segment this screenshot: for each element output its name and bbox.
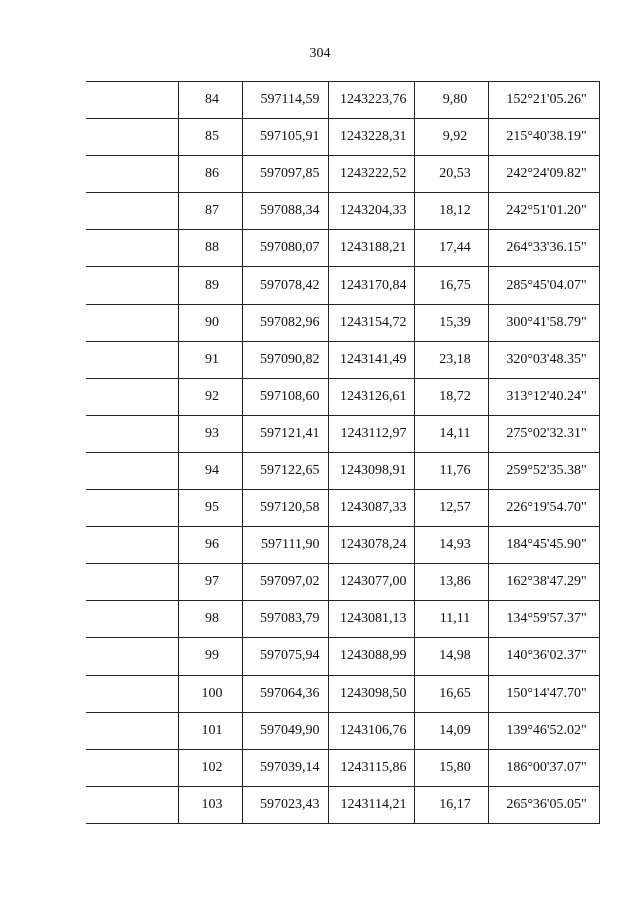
point-number-cell: 85 (178, 119, 242, 156)
distance-cell: 23,18 (414, 341, 488, 378)
x-coordinate-cell: 597090,82 (242, 341, 328, 378)
y-coordinate-cell: 1243228,31 (328, 119, 414, 156)
y-coordinate-cell: 1243204,33 (328, 193, 414, 230)
empty-cell (86, 638, 178, 675)
x-coordinate-cell: 597105,91 (242, 119, 328, 156)
y-coordinate-cell: 1243188,21 (328, 230, 414, 267)
direction-angle-cell: 313°12'40.24" (488, 378, 599, 415)
x-coordinate-cell: 597080,07 (242, 230, 328, 267)
table-row (86, 601, 599, 638)
x-coordinate-cell: 597082,96 (242, 304, 328, 341)
direction-angle-cell: 186°00'37.07" (488, 749, 599, 786)
x-coordinate-cell: 597083,79 (242, 601, 328, 638)
empty-cell (86, 415, 178, 452)
point-number-cell: 86 (178, 156, 242, 193)
distance-cell: 18,72 (414, 378, 488, 415)
x-coordinate-cell: 597111,90 (242, 527, 328, 564)
empty-cell (86, 749, 178, 786)
empty-cell (86, 564, 178, 601)
direction-angle-cell: 264°33'36.15" (488, 230, 599, 267)
y-coordinate-cell: 1243114,21 (328, 786, 414, 823)
y-coordinate-cell: 1243112,97 (328, 415, 414, 452)
direction-angle-cell: 150°14'47.70" (488, 675, 599, 712)
y-coordinate-cell: 1243098,91 (328, 452, 414, 489)
direction-angle-cell: 275°02'32.31" (488, 415, 599, 452)
y-coordinate-cell: 1243115,86 (328, 749, 414, 786)
x-coordinate-cell: 597114,59 (242, 82, 328, 119)
y-coordinate-cell: 1243126,61 (328, 378, 414, 415)
distance-cell: 14,93 (414, 527, 488, 564)
point-number-cell: 93 (178, 415, 242, 452)
x-coordinate-cell: 597088,34 (242, 193, 328, 230)
table-row (86, 786, 599, 823)
empty-cell (86, 786, 178, 823)
distance-cell: 15,39 (414, 304, 488, 341)
distance-cell: 20,53 (414, 156, 488, 193)
direction-angle-cell: 242°51'01.20" (488, 193, 599, 230)
point-number-cell: 95 (178, 490, 242, 527)
direction-angle-cell: 226°19'54.70" (488, 490, 599, 527)
table-row (86, 193, 599, 230)
direction-angle-cell: 184°45'45.90" (488, 527, 599, 564)
distance-cell: 9,92 (414, 119, 488, 156)
distance-cell: 17,44 (414, 230, 488, 267)
empty-cell (86, 527, 178, 564)
x-coordinate-cell: 597121,41 (242, 415, 328, 452)
table-row (86, 527, 599, 564)
table-row (86, 156, 599, 193)
distance-cell: 11,76 (414, 452, 488, 489)
point-number-cell: 102 (178, 749, 242, 786)
coordinates-table-body (86, 82, 599, 824)
y-coordinate-cell: 1243078,24 (328, 527, 414, 564)
distance-cell: 14,09 (414, 712, 488, 749)
point-number-cell: 97 (178, 564, 242, 601)
direction-angle-cell: 265°36'05.05" (488, 786, 599, 823)
y-coordinate-cell: 1243098,50 (328, 675, 414, 712)
x-coordinate-cell: 597097,02 (242, 564, 328, 601)
table-row (86, 675, 599, 712)
y-coordinate-cell: 1243141,49 (328, 341, 414, 378)
distance-cell: 16,75 (414, 267, 488, 304)
direction-angle-cell: 300°41'58.79" (488, 304, 599, 341)
coordinates-table (86, 81, 600, 824)
empty-cell (86, 675, 178, 712)
x-coordinate-cell: 597122,65 (242, 452, 328, 489)
point-number-cell: 89 (178, 267, 242, 304)
empty-cell (86, 378, 178, 415)
point-number-cell: 99 (178, 638, 242, 675)
empty-cell (86, 452, 178, 489)
table-row (86, 490, 599, 527)
x-coordinate-cell: 597075,94 (242, 638, 328, 675)
table-row (86, 415, 599, 452)
distance-cell: 16,17 (414, 786, 488, 823)
direction-angle-cell: 242°24'09.82" (488, 156, 599, 193)
point-number-cell: 98 (178, 601, 242, 638)
empty-cell (86, 341, 178, 378)
point-number-cell: 91 (178, 341, 242, 378)
empty-cell (86, 230, 178, 267)
distance-cell: 14,11 (414, 415, 488, 452)
y-coordinate-cell: 1243222,52 (328, 156, 414, 193)
point-number-cell: 101 (178, 712, 242, 749)
page-number: 304 (309, 46, 331, 61)
distance-cell: 11,11 (414, 601, 488, 638)
table-row (86, 564, 599, 601)
empty-cell (86, 712, 178, 749)
point-number-cell: 84 (178, 82, 242, 119)
table-row (86, 712, 599, 749)
empty-cell (86, 193, 178, 230)
direction-angle-cell: 139°46'52.02" (488, 712, 599, 749)
y-coordinate-cell: 1243088,99 (328, 638, 414, 675)
direction-angle-cell: 215°40'38.19" (488, 119, 599, 156)
distance-cell: 12,57 (414, 490, 488, 527)
point-number-cell: 88 (178, 230, 242, 267)
table-row (86, 749, 599, 786)
empty-cell (86, 156, 178, 193)
distance-cell: 13,86 (414, 564, 488, 601)
direction-angle-cell: 285°45'04.07" (488, 267, 599, 304)
x-coordinate-cell: 597078,42 (242, 267, 328, 304)
x-coordinate-cell: 597097,85 (242, 156, 328, 193)
y-coordinate-cell: 1243087,33 (328, 490, 414, 527)
table-row (86, 119, 599, 156)
direction-angle-cell: 259°52'35.38" (488, 452, 599, 489)
x-coordinate-cell: 597049,90 (242, 712, 328, 749)
distance-cell: 18,12 (414, 193, 488, 230)
direction-angle-cell: 134°59'57.37" (488, 601, 599, 638)
empty-cell (86, 82, 178, 119)
table-row (86, 82, 599, 119)
table-row (86, 267, 599, 304)
distance-cell: 14,98 (414, 638, 488, 675)
y-coordinate-cell: 1243170,84 (328, 267, 414, 304)
table-row (86, 638, 599, 675)
direction-angle-cell: 320°03'48.35" (488, 341, 599, 378)
empty-cell (86, 267, 178, 304)
x-coordinate-cell: 597039,14 (242, 749, 328, 786)
empty-cell (86, 601, 178, 638)
point-number-cell: 92 (178, 378, 242, 415)
point-number-cell: 94 (178, 452, 242, 489)
point-number-cell: 87 (178, 193, 242, 230)
empty-cell (86, 119, 178, 156)
y-coordinate-cell: 1243077,00 (328, 564, 414, 601)
empty-cell (86, 304, 178, 341)
table-row (86, 230, 599, 267)
table-row (86, 304, 599, 341)
point-number-cell: 103 (178, 786, 242, 823)
direction-angle-cell: 162°38'47.29" (488, 564, 599, 601)
distance-cell: 9,80 (414, 82, 488, 119)
y-coordinate-cell: 1243223,76 (328, 82, 414, 119)
y-coordinate-cell: 1243081,13 (328, 601, 414, 638)
x-coordinate-cell: 597108,60 (242, 378, 328, 415)
point-number-cell: 96 (178, 527, 242, 564)
table-row (86, 452, 599, 489)
point-number-cell: 90 (178, 304, 242, 341)
table-row (86, 341, 599, 378)
direction-angle-cell: 152°21'05.26" (488, 82, 599, 119)
distance-cell: 15,80 (414, 749, 488, 786)
x-coordinate-cell: 597023,43 (242, 786, 328, 823)
x-coordinate-cell: 597064,36 (242, 675, 328, 712)
distance-cell: 16,65 (414, 675, 488, 712)
table-row (86, 378, 599, 415)
x-coordinate-cell: 597120,58 (242, 490, 328, 527)
y-coordinate-cell: 1243154,72 (328, 304, 414, 341)
direction-angle-cell: 140°36'02.37" (488, 638, 599, 675)
y-coordinate-cell: 1243106,76 (328, 712, 414, 749)
point-number-cell: 100 (178, 675, 242, 712)
empty-cell (86, 490, 178, 527)
